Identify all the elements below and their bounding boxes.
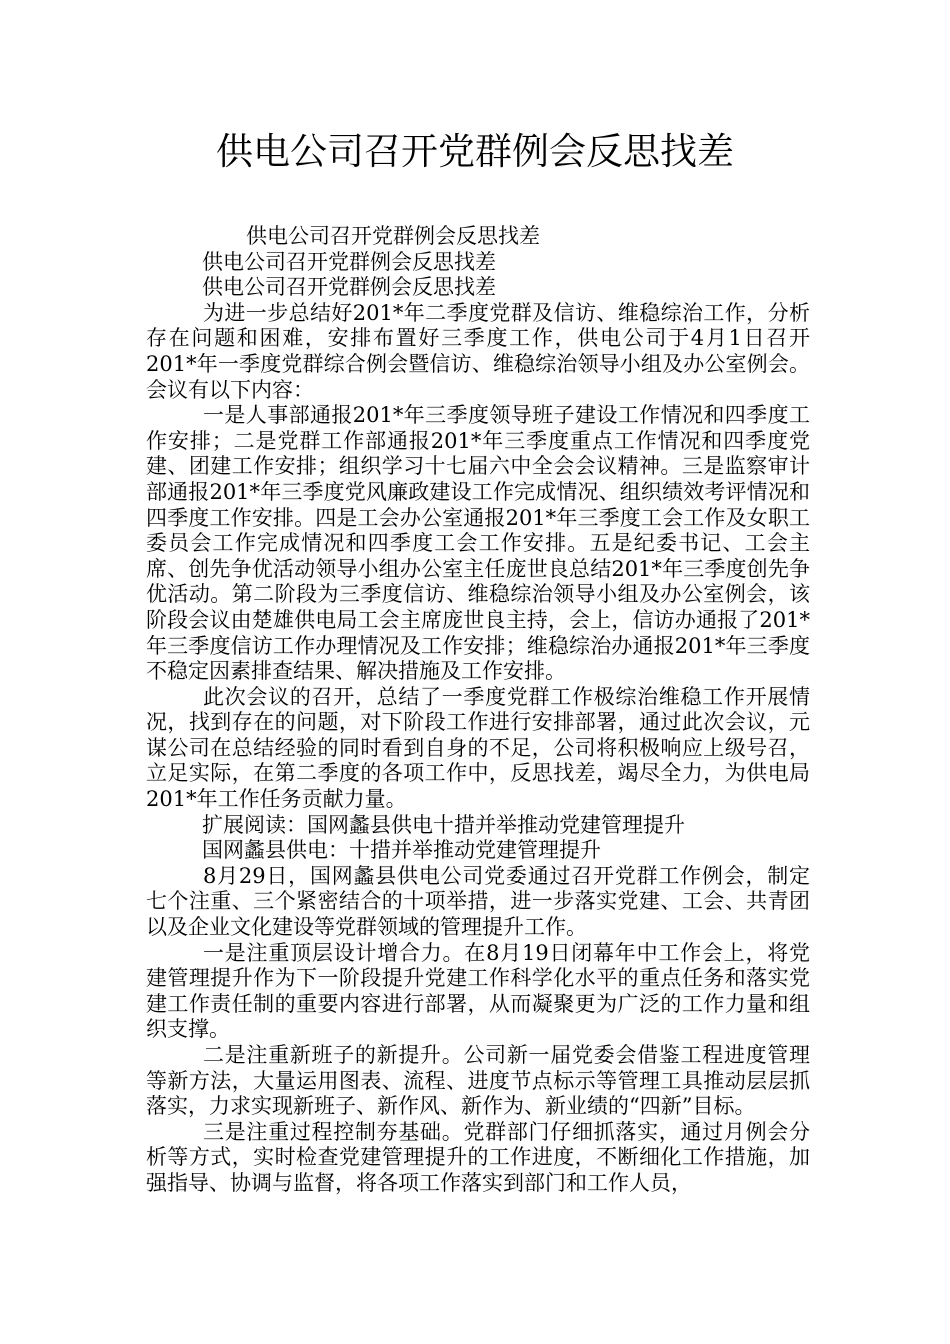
subtitle-line: 供电公司召开党群例会反思找差: [202, 275, 496, 300]
extended-reading-heading: 扩展阅读：国网蠡县供电十措并举推动党建管理提升: [202, 812, 685, 837]
paragraph: 三是注重过程控制夯基础。党群部门仔细抓落实，通过月例会分析等方式，实时检查党建管理提升的工作进度，不断细化工作措施，加强指导、协调与监督，将各项工作落实到部门和工作人员，: [146, 1119, 810, 1195]
document-body: [146, 224, 810, 1197]
paragraph: 8月29日，国网蠡县供电公司党委通过召开党群工作例会，制定七个注重、三个紧密结合的十项举措，进一步落实党建、工会、共青团以及企业文化建设等党群领域的管理提升工作。: [146, 863, 810, 940]
paragraph: 一是人事部通报201*年三季度领导班子建设工作情况和四季度工作安排；二是党群工作部通报201*年三季度重点工作情况和四季度党建、团建工作安排；组织学习十七届六中全会会议精神。三是监察审计部通报201*年三季度党风廉政建设工作完成情况、组织绩效考评情况和四季度工作安排。四是工会办公室通报201*年三季度工会工作及女职工委员会工作完成情况和四季度工会工作安排。五是纪委书记、工会主席、创先争优活动领导小组办公室主任庞世良总结201*年三季度创先争优活动。第二阶段为三季度信访、维稳综治领导小组及办公室例会，该阶段会议由楚雄供电局工会主席庞世良主持，会上，信访办通报了201*年三季度信访工作办理情况及工作安排；维稳综治办通报201*年三季度不稳定因素排查结果、解决措施及工作安排。: [146, 403, 810, 684]
document-title: 供电公司召开党群例会反思找差: [216, 130, 734, 173]
subtitle-line: 供电公司召开党群例会反思找差: [246, 224, 540, 248]
paragraph: 二是注重新班子的新提升。公司新一届党委会借鉴工程进度管理等新方法，大量运用图表、流程、进度节点标示等管理工具推动层层抓落实，力求实现新班子、新作风、新作为、新业绩的“四新”目标。: [146, 1043, 810, 1119]
paragraph: 此次会议的召开，总结了一季度党群工作极综治维稳工作开展情况，找到存在的问题，对下阶段工作进行安排部署，通过此次会议，元谋公司在总结经验的同时看到自身的不足，公司将积极响应上级号召，立足实际，在第二季度的各项工作中，反思找差，竭尽全力，为供电局201*年工作任务贡献力量。: [146, 684, 810, 812]
paragraph: 为进一步总结好201*年二季度党群及信访、维稳综治工作，分析存在问题和困难，安排布置好三季度工作，供电公司于4月1日召开201*年一季度党群综合例会暨信访、维稳综治领导小组及办公室例会。会议有以下内容：: [146, 300, 810, 402]
paragraph: 一是注重顶层设计增合力。在8月19日闭幕年中工作会上，将党建管理提升作为下一阶段提升党建工作科学化水平的重点任务和落实党建工作责任制的重要内容进行部署，从而凝聚更为广泛的工作力量和组织支撑。: [146, 940, 810, 1042]
subtitle-line: 供电公司召开党群例会反思找差: [202, 249, 496, 274]
section-heading: 国网蠡县供电：十措并举推动党建管理提升: [202, 838, 601, 863]
